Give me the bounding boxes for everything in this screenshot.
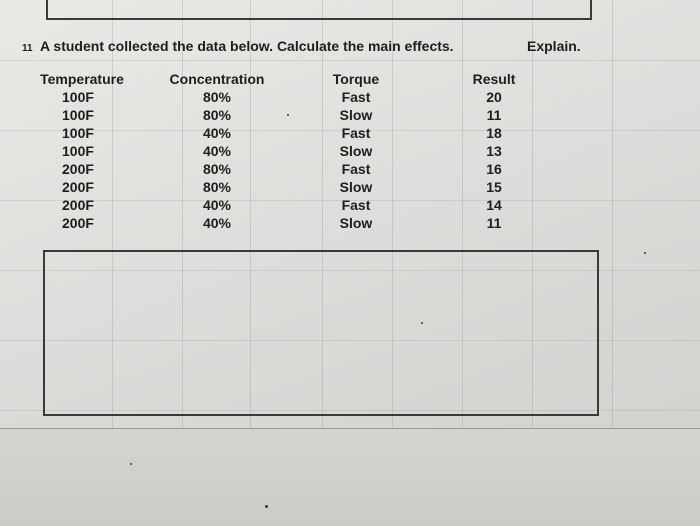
concentration-cell: 80% [202, 107, 232, 123]
paper-speck [265, 505, 268, 508]
concentration-column [162, 70, 272, 232]
torque-cell: Fast [341, 89, 371, 105]
concentration-cell: 40% [202, 125, 232, 141]
concentration-cell: 40% [202, 197, 232, 213]
result-cell: 14 [486, 197, 502, 213]
temperature-cell: 100F [62, 107, 94, 123]
temperature-cell: 200F [62, 161, 94, 177]
concentration-cell: 40% [202, 215, 232, 231]
temperature-column [34, 70, 130, 232]
temperature-header: Temperature [40, 71, 124, 87]
result-cell: 16 [486, 161, 502, 177]
temperature-cell: 100F [62, 125, 94, 141]
result-header: Result [472, 71, 516, 87]
answer-box[interactable] [43, 250, 599, 416]
torque-header: Torque [332, 71, 380, 87]
concentration-cell: 80% [202, 89, 232, 105]
concentration-cell: 80% [202, 161, 232, 177]
result-cell: 18 [486, 125, 502, 141]
concentration-header: Concentration [169, 71, 265, 87]
previous-answer-box [46, 0, 592, 20]
torque-cell: Fast [341, 161, 371, 177]
result-cell: 20 [486, 89, 502, 105]
paper-speck [644, 252, 646, 254]
question-prompt [22, 38, 454, 54]
paper-speck [287, 114, 289, 116]
concentration-cell: 40% [202, 143, 232, 159]
result-cell: 11 [486, 107, 502, 123]
result-cell: 11 [486, 215, 502, 231]
paper-speck [130, 463, 132, 465]
paper-speck [421, 322, 423, 324]
torque-cell: Fast [341, 197, 371, 213]
concentration-cell: 80% [202, 179, 232, 195]
torque-cell: Slow [339, 179, 373, 195]
torque-column [318, 70, 394, 232]
temperature-cell: 100F [62, 89, 94, 105]
temperature-cell: 200F [62, 197, 94, 213]
result-cell: 15 [486, 179, 502, 195]
grid-line [612, 0, 613, 430]
question-number: 11 [22, 43, 33, 54]
torque-cell: Fast [341, 125, 371, 141]
temperature-cell: 100F [62, 143, 94, 159]
explain-label: Explain. [527, 38, 581, 54]
result-cell: 13 [486, 143, 502, 159]
result-column [462, 70, 526, 232]
question-text: A student collected the data below. Calculate the main effects. [39, 38, 454, 54]
grid-line [0, 60, 700, 61]
torque-cell: Slow [339, 107, 373, 123]
torque-cell: Slow [339, 215, 373, 231]
temperature-cell: 200F [62, 215, 94, 231]
torque-cell: Slow [339, 143, 373, 159]
page-bottom-edge [0, 428, 700, 526]
temperature-cell: 200F [62, 179, 94, 195]
